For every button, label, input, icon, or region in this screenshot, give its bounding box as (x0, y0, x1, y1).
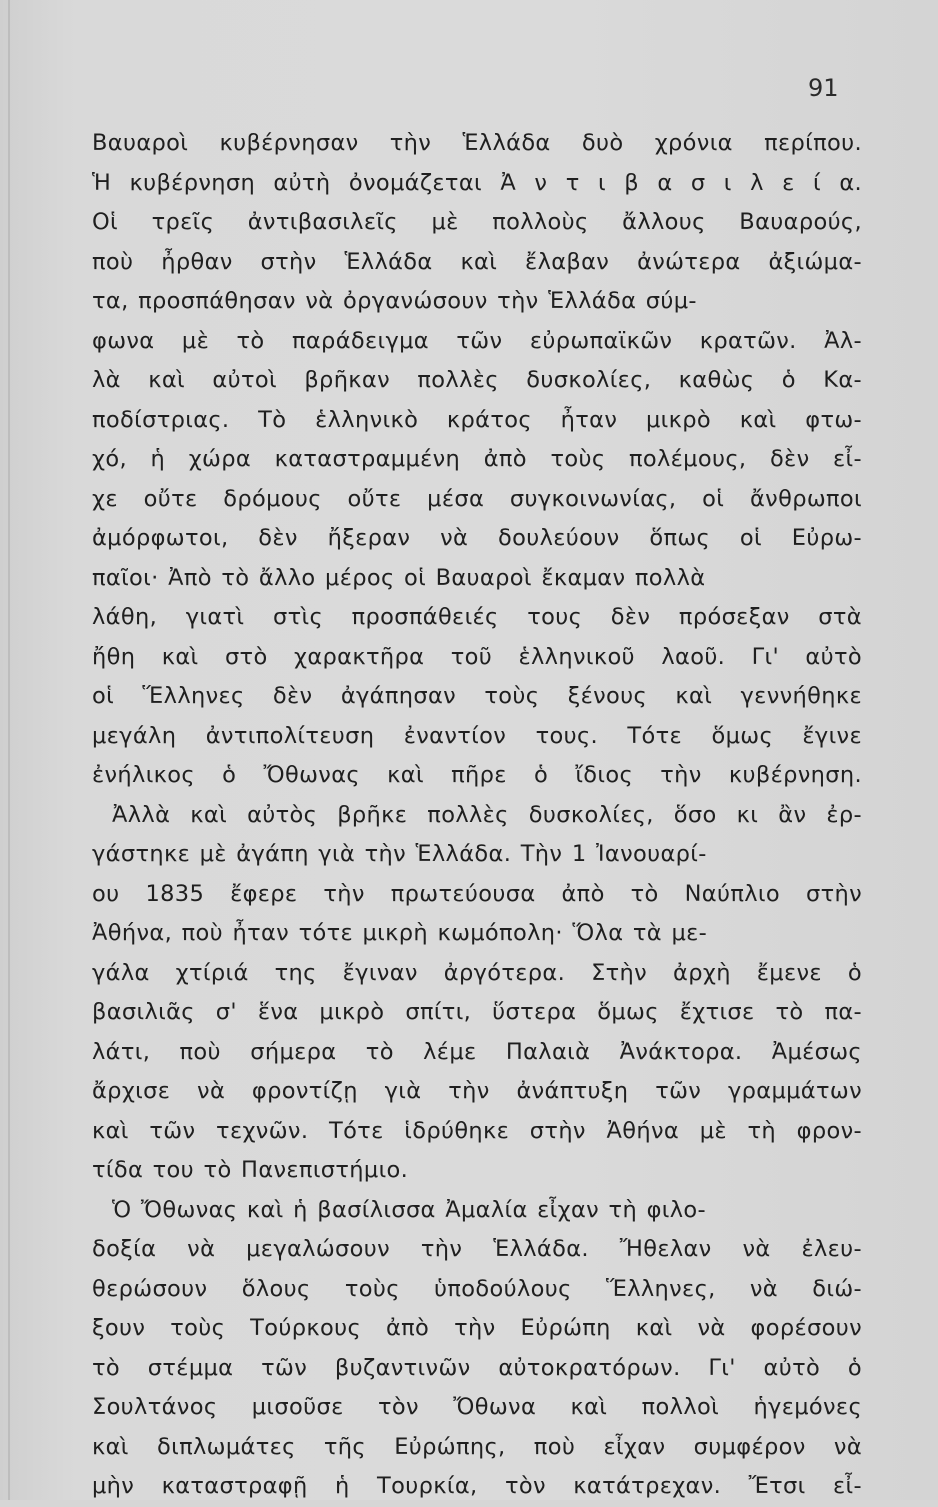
text-line: παῖοι· Ἀπὸ τὸ ἄλλο μέρος οἱ Βαυαροὶ ἔκαμαν πολλὰ (92, 564, 706, 591)
text-line: Οἱ τρεῖς ἀντιβασιλεῖς μὲ πολλοὺς ἄλλους Βαυαρούς, (92, 209, 862, 235)
text-line: Σουλτάνος μισοῦσε τὸν Ὄθωνα καὶ πολλοὶ ἡγεμόνες (92, 1394, 862, 1420)
text-line: ἐνήλικος ὁ Ὄθωνας καὶ πῆρε ὁ ἴδιος τὴν κυβέρνηση. (92, 762, 862, 788)
text-line: γάστηκε μὲ ἀγάπη γιὰ τὴν Ἑλλάδα. Τὴν 1 Ἰανουαρί- (92, 841, 707, 867)
text-line: ἤθη καὶ στὸ χαρακτῆρα τοῦ ἑλληνικοῦ λαοῦ. Γι' αὐτὸ (92, 643, 862, 670)
text-line: λάθη, γιατὶ στὶς προσπάθειές τους δὲν πρόσεξαν στὰ (92, 604, 862, 630)
page-number: 91 (808, 74, 839, 102)
text-line: χό, ἡ χώρα καταστραμμένη ἀπὸ τοὺς πολέμους, δὲν εἶ- (92, 446, 862, 472)
text-line: Ἀθήνα, ποὺ ἦταν τότε μικρὴ κωμόπολη· Ὅλα τὰ με- (92, 920, 708, 946)
text-line: δοξία νὰ μεγαλώσουν τὴν Ἑλλάδα. Ἤθελαν νὰ ἐλευ- (92, 1236, 862, 1262)
text-line: χε οὔτε δρόμους οὔτε μέσα συγκοινωνίας, οἱ ἄνθρωποι (92, 485, 862, 512)
text-line: Ἡ κυβέρνηση αὐτὴ ὀνομάζεται Ἀ ν τ ι β α σ ι λ ε ί α. (92, 169, 862, 196)
text-line: ποδίστριας. Τὸ ἑλληνικὸ κράτος ἦταν μικρὸ καὶ φτω- (92, 406, 862, 433)
text-line: τίδα του τὸ Πανεπιστήμιο. (92, 1157, 409, 1183)
text-line: μεγάλη ἀντιπολίτευση ἐναντίον τους. Τότε ὅμως ἔγινε (92, 722, 862, 749)
text-line: Ὁ Ὄθωνας καὶ ἡ βασίλισσα Ἀμαλία εἶχαν τὴ φιλο- (112, 1196, 706, 1223)
text-line: Ἀλλὰ καὶ αὐτὸς βρῆκε πολλὲς δυσκολίες, ὅσο κι ἂν ἐρ- (112, 801, 862, 828)
text-line: οἱ Ἕλληνες δὲν ἀγάπησαν τοὺς ξένους καὶ γεννήθηκε (92, 683, 862, 709)
text-line: φωνα μὲ τὸ παράδειγμα τῶν εὐρωπαϊκῶν κρατῶν. Ἀλ- (92, 327, 862, 354)
text-line: γάλα χτίριά της ἔγιναν ἀργότερα. Στὴν ἀρχὴ ἔμενε ὁ (92, 959, 862, 986)
text-line: ποὺ ἦρθαν στὴν Ἑλλάδα καὶ ἔλαβαν ἀνώτερα ἀξιώμα- (92, 248, 862, 275)
text-line: θερώσουν ὅλους τοὺς ὑποδούλους Ἕλληνες, νὰ διώ- (92, 1275, 862, 1302)
text-line: βασιλιᾶς σ' ἕνα μικρὸ σπίτι, ὕστερα ὅμως ἔχτισε τὸ πα- (92, 999, 862, 1025)
text-line: λὰ καὶ αὐτοὶ βρῆκαν πολλὲς δυσκολίες, καθὼς ὁ Κα- (92, 367, 862, 393)
text-line: τὸ στέμμα τῶν βυζαντινῶν αὐτοκρατόρων. Γι' αὐτὸ ὁ (92, 1354, 862, 1381)
text-line: μὴν καταστραφῇ ἡ Τουρκία, τὸν κατάτρεχαν. Ἔτσι εἶ- (92, 1473, 862, 1499)
text-line: ἄρχισε νὰ φροντίζῃ γιὰ τὴν ἀνάπτυξη τῶν γραμμάτων (92, 1078, 862, 1104)
text-line: ξουν τοὺς Τούρκους ἀπὸ τὴν Εὐρώπη καὶ νὰ φορέσουν (92, 1315, 862, 1341)
text-line: καὶ διπλωμάτες τῆς Εὐρώπης, ποὺ εἶχαν συμφέρον νὰ (92, 1433, 862, 1460)
text-line: λάτι, ποὺ σήμερα τὸ λέμε Παλαιὰ Ἀνάκτορα. Ἀμέσως (92, 1038, 862, 1065)
text-line: Βαυαροὶ κυβέρνησαν τὴν Ἑλλάδα δυὸ χρόνια περίπου. (92, 130, 862, 156)
text-line: ου 1835 ἔφερε τὴν πρωτεύουσα ἀπὸ τὸ Ναύπλιο στὴν (92, 880, 862, 907)
body-text (92, 124, 862, 1507)
text-line: καὶ τῶν τεχνῶν. Τότε ἱδρύθηκε στὴν Ἀθήνα μὲ τὴ φρον- (92, 1117, 862, 1144)
text-line: ἀμόρφωτοι, δὲν ἤξεραν νὰ δουλεύουν ὅπως οἱ Εὐρω- (92, 525, 862, 551)
page-edge (8, 0, 10, 1500)
text-line: τα, προσπάθησαν νὰ ὀργανώσουν τὴν Ἑλλάδα σύμ- (92, 288, 697, 314)
